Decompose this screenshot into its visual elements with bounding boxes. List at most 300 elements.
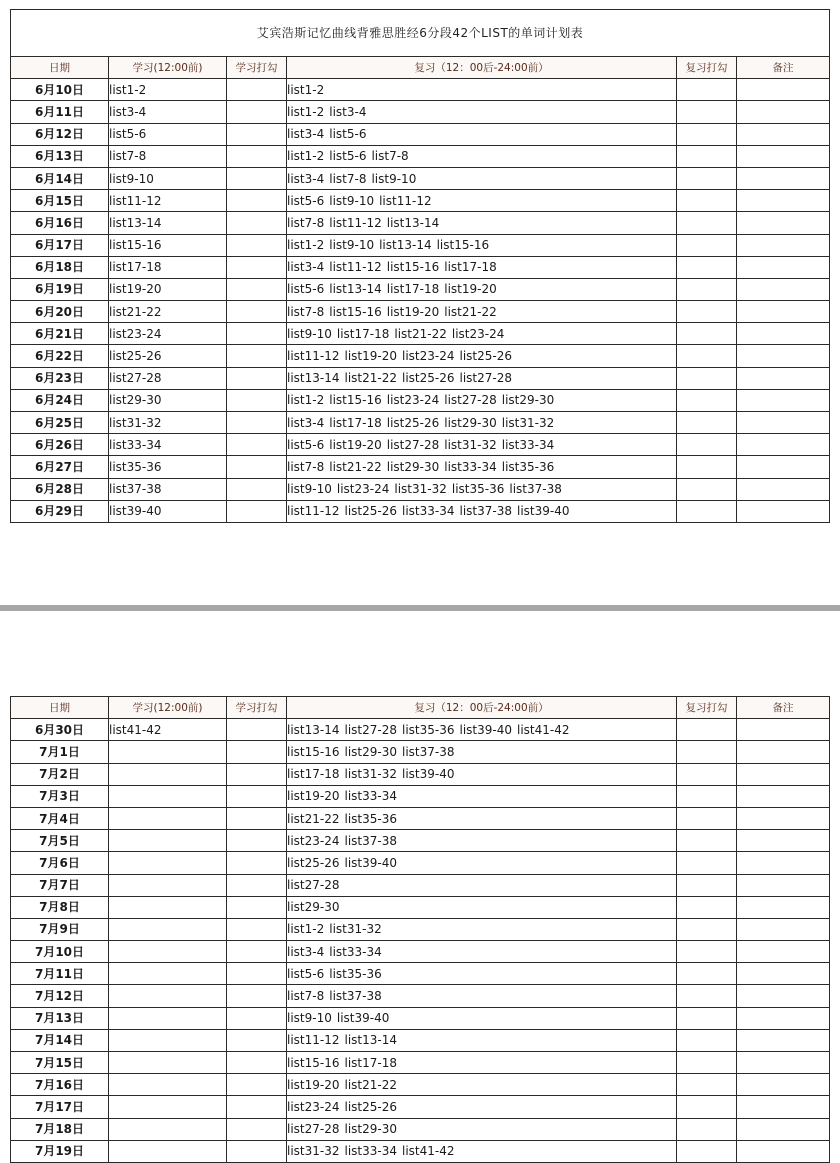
study-checkbox-cell[interactable]	[227, 145, 287, 167]
notes-cell[interactable]	[737, 478, 830, 500]
notes-cell[interactable]	[737, 830, 830, 852]
study-checkbox-cell[interactable]	[227, 101, 287, 123]
table-row	[11, 500, 830, 522]
notes-cell[interactable]	[737, 145, 830, 167]
review-checkbox-cell[interactable]	[677, 1029, 737, 1051]
table-row	[11, 1096, 830, 1118]
study-checkbox-cell[interactable]	[227, 918, 287, 940]
review-checkbox-cell[interactable]	[677, 79, 737, 101]
review-list-item: list7-8	[329, 171, 367, 186]
study-checkbox-cell[interactable]	[227, 985, 287, 1007]
study-checkbox-cell[interactable]	[227, 785, 287, 807]
study-checkbox-cell[interactable]	[227, 807, 287, 829]
study-list-cell	[109, 807, 227, 829]
study-checkbox-cell[interactable]	[227, 1096, 287, 1118]
notes-cell[interactable]	[737, 1140, 830, 1162]
review-list-cell	[287, 190, 677, 212]
study-checkbox-cell[interactable]	[227, 1140, 287, 1162]
review-checkbox-cell[interactable]	[677, 741, 737, 763]
study-checkbox-cell[interactable]	[227, 345, 287, 367]
review-list-item: list23-24	[287, 833, 340, 848]
review-list-item: list25-26	[386, 415, 440, 430]
notes-cell[interactable]	[737, 941, 830, 963]
review-checkbox-cell[interactable]	[677, 434, 737, 456]
review-checkbox-cell[interactable]	[677, 763, 737, 785]
review-list-cell	[287, 323, 677, 345]
review-list-cell	[287, 212, 677, 234]
study-list-cell: list17-18	[109, 256, 227, 278]
review-list-item: list5-6	[287, 966, 325, 981]
review-list-item: list21-22	[444, 304, 497, 319]
review-list-item: list7-8	[287, 989, 325, 1004]
review-list-cell	[287, 941, 677, 963]
study-list-cell: list9-10	[109, 167, 227, 189]
review-checkbox-cell[interactable]	[677, 1052, 737, 1074]
review-list-item: list7-8	[287, 215, 325, 230]
review-list-cell	[287, 1007, 677, 1029]
study-checkbox-cell[interactable]	[227, 434, 287, 456]
study-checkbox-cell[interactable]	[227, 1118, 287, 1140]
review-list-cell	[287, 345, 677, 367]
review-checkbox-cell[interactable]	[677, 367, 737, 389]
review-list-item: list5-6	[287, 282, 325, 297]
review-list-item: list19-20	[444, 282, 497, 297]
review-list-cell	[287, 785, 677, 807]
review-checkbox-cell[interactable]	[677, 478, 737, 500]
review-list-item: list21-22	[287, 811, 340, 826]
date-cell: 6月24日	[11, 389, 109, 411]
table-row	[11, 478, 830, 500]
review-list-item: list23-24	[451, 326, 505, 341]
study-checkbox-cell[interactable]	[227, 896, 287, 918]
review-checkbox-cell[interactable]	[677, 941, 737, 963]
review-checkbox-cell[interactable]	[677, 345, 737, 367]
notes-cell[interactable]	[737, 212, 830, 234]
table-row	[11, 1029, 830, 1051]
review-list-item: list27-28	[444, 393, 497, 408]
notes-cell[interactable]	[737, 741, 830, 763]
table-row	[11, 212, 830, 234]
study-checkbox-cell[interactable]	[227, 278, 287, 300]
study-checkbox-cell[interactable]	[227, 323, 287, 345]
notes-cell[interactable]	[737, 1052, 830, 1074]
review-checkbox-cell[interactable]	[677, 412, 737, 434]
review-list-cell	[287, 367, 677, 389]
review-list-item: list29-30	[287, 900, 340, 915]
review-list-item: list3-4	[287, 260, 325, 275]
study-checkbox-cell[interactable]	[227, 763, 287, 785]
study-list-cell: list13-14	[109, 212, 227, 234]
table-row	[11, 389, 830, 411]
study-list-cell: list35-36	[109, 456, 227, 478]
review-list-item: list25-26	[402, 371, 455, 386]
review-checkbox-cell[interactable]	[677, 918, 737, 940]
notes-cell[interactable]	[737, 852, 830, 874]
table-row	[11, 367, 830, 389]
review-list-item: list33-34	[344, 1144, 397, 1159]
study-list-cell	[109, 985, 227, 1007]
notes-cell[interactable]	[737, 234, 830, 256]
date-cell: 6月25日	[11, 412, 109, 434]
notes-cell[interactable]	[737, 763, 830, 785]
table-row	[11, 1074, 830, 1096]
date-cell: 6月26日	[11, 434, 109, 456]
study-list-cell	[109, 1140, 227, 1162]
date-cell: 6月30日	[11, 719, 109, 741]
notes-cell[interactable]	[737, 1029, 830, 1051]
review-list-item: list23-24	[287, 1099, 340, 1114]
review-list-item: list5-6	[287, 437, 325, 452]
review-checkbox-cell[interactable]	[677, 830, 737, 852]
review-list-item: list11-12	[287, 349, 340, 364]
notes-cell[interactable]	[737, 123, 830, 145]
review-checkbox-cell[interactable]	[677, 389, 737, 411]
review-list-item: list21-22	[394, 326, 447, 341]
header-review-check: 复习打勾	[677, 57, 737, 79]
review-list-cell	[287, 145, 677, 167]
review-list-cell	[287, 1140, 677, 1162]
review-list-item: list33-34	[501, 437, 555, 452]
plan-table-page-2	[10, 696, 830, 1163]
notes-cell[interactable]	[737, 456, 830, 478]
review-list-cell	[287, 719, 677, 741]
review-checkbox-cell[interactable]	[677, 167, 737, 189]
table-row	[11, 719, 830, 741]
notes-cell[interactable]	[737, 190, 830, 212]
review-list-cell	[287, 763, 677, 785]
review-list-cell	[287, 234, 677, 256]
study-list-cell: list37-38	[109, 478, 227, 500]
review-list-item: list5-6	[329, 149, 367, 164]
review-list-item: list37-38	[509, 482, 562, 497]
notes-cell[interactable]	[737, 500, 830, 522]
review-list-item: list9-10	[287, 1011, 332, 1026]
study-checkbox-cell[interactable]	[227, 719, 287, 741]
notes-cell[interactable]	[737, 1096, 830, 1118]
review-checkbox-cell[interactable]	[677, 785, 737, 807]
review-list-item: list37-38	[344, 833, 397, 848]
study-list-cell	[109, 918, 227, 940]
study-checkbox-cell[interactable]	[227, 212, 287, 234]
study-list-cell: list23-24	[109, 323, 227, 345]
review-list-cell	[287, 389, 677, 411]
study-checkbox-cell[interactable]	[227, 301, 287, 323]
review-list-item: list15-16	[287, 1055, 340, 1070]
notes-cell[interactable]	[737, 1007, 830, 1029]
table-row	[11, 941, 830, 963]
study-checkbox-cell[interactable]	[227, 234, 287, 256]
review-list-item: list13-14	[344, 1033, 397, 1048]
review-checkbox-cell[interactable]	[677, 190, 737, 212]
study-checkbox-cell[interactable]	[227, 412, 287, 434]
review-list-item: list33-34	[344, 789, 397, 804]
study-checkbox-cell[interactable]	[227, 256, 287, 278]
review-list-cell	[287, 852, 677, 874]
table-row	[11, 434, 830, 456]
review-list-item: list35-36	[329, 966, 382, 981]
notes-cell[interactable]	[737, 278, 830, 300]
review-checkbox-cell[interactable]	[677, 1096, 737, 1118]
review-list-cell	[287, 256, 677, 278]
review-checkbox-cell[interactable]	[677, 807, 737, 829]
notes-cell[interactable]	[737, 389, 830, 411]
study-checkbox-cell[interactable]	[227, 1029, 287, 1051]
notes-cell[interactable]	[737, 367, 830, 389]
date-cell: 7月17日	[11, 1096, 109, 1118]
review-list-item: list17-18	[329, 415, 382, 430]
review-checkbox-cell[interactable]	[677, 234, 737, 256]
study-list-cell	[109, 1118, 227, 1140]
study-checkbox-cell[interactable]	[227, 1074, 287, 1096]
table-row	[11, 345, 830, 367]
review-list-cell	[287, 896, 677, 918]
study-checkbox-cell[interactable]	[227, 123, 287, 145]
review-checkbox-cell[interactable]	[677, 301, 737, 323]
study-list-cell	[109, 830, 227, 852]
date-cell: 6月15日	[11, 190, 109, 212]
study-checkbox-cell[interactable]	[227, 389, 287, 411]
study-checkbox-cell[interactable]	[227, 367, 287, 389]
study-list-cell	[109, 1074, 227, 1096]
date-cell: 7月5日	[11, 830, 109, 852]
review-checkbox-cell[interactable]	[677, 1140, 737, 1162]
date-cell: 7月13日	[11, 1007, 109, 1029]
review-list-cell	[287, 874, 677, 896]
table-row	[11, 323, 830, 345]
date-cell: 7月18日	[11, 1118, 109, 1140]
review-list-cell	[287, 101, 677, 123]
review-list-item: list11-12	[287, 1033, 340, 1048]
notes-cell[interactable]	[737, 896, 830, 918]
notes-cell[interactable]	[737, 101, 830, 123]
study-list-cell	[109, 963, 227, 985]
study-checkbox-cell[interactable]	[227, 1052, 287, 1074]
notes-cell[interactable]	[737, 434, 830, 456]
review-list-item: list37-38	[459, 504, 512, 519]
study-list-cell: list41-42	[109, 719, 227, 741]
review-list-item: list13-14	[287, 722, 340, 737]
review-checkbox-cell[interactable]	[677, 852, 737, 874]
study-list-cell	[109, 874, 227, 896]
study-checkbox-cell[interactable]	[227, 1007, 287, 1029]
study-list-cell: list11-12	[109, 190, 227, 212]
review-list-item: list19-20	[386, 304, 440, 319]
review-list-item: list9-10	[329, 193, 375, 208]
review-list-item: list13-14	[329, 282, 382, 297]
date-cell: 6月29日	[11, 500, 109, 522]
notes-cell[interactable]	[737, 412, 830, 434]
review-checkbox-cell[interactable]	[677, 212, 737, 234]
review-list-item: list3-4	[329, 104, 367, 119]
review-list-item: list5-6	[287, 193, 325, 208]
study-list-cell: list19-20	[109, 278, 227, 300]
review-list-item: list37-38	[402, 744, 455, 759]
header-study-check: 学习打勾	[227, 57, 287, 79]
table-row	[11, 807, 830, 829]
review-list-item: list31-32	[344, 767, 397, 782]
review-list-item: list29-30	[344, 1122, 397, 1137]
review-list-cell	[287, 478, 677, 500]
notes-cell[interactable]	[737, 963, 830, 985]
review-list-cell	[287, 301, 677, 323]
review-list-item: list41-42	[402, 1144, 455, 1159]
review-checkbox-cell[interactable]	[677, 256, 737, 278]
date-cell: 6月17日	[11, 234, 109, 256]
notes-cell[interactable]	[737, 785, 830, 807]
notes-cell[interactable]	[737, 874, 830, 896]
header-row	[11, 697, 830, 719]
notes-cell[interactable]	[737, 256, 830, 278]
review-list-item: list17-18	[344, 1055, 397, 1070]
review-list-item: list13-14	[386, 215, 440, 230]
review-list-item: list19-20	[287, 789, 340, 804]
study-checkbox-cell[interactable]	[227, 941, 287, 963]
review-list-cell	[287, 434, 677, 456]
table-row	[11, 1118, 830, 1140]
review-list-item: list17-18	[386, 282, 440, 297]
review-checkbox-cell[interactable]	[677, 1007, 737, 1029]
review-checkbox-cell[interactable]	[677, 719, 737, 741]
study-list-cell: list15-16	[109, 234, 227, 256]
study-checkbox-cell[interactable]	[227, 852, 287, 874]
title-row	[11, 10, 830, 57]
study-checkbox-cell[interactable]	[227, 874, 287, 896]
review-list-item: list1-2	[287, 238, 325, 253]
notes-cell[interactable]	[737, 1118, 830, 1140]
review-checkbox-cell[interactable]	[677, 874, 737, 896]
notes-cell[interactable]	[737, 719, 830, 741]
page-title: 艾宾浩斯记忆曲线背雅思胜经6分段42个LIST的单词计划表	[11, 10, 830, 57]
date-cell: 6月20日	[11, 301, 109, 323]
date-cell: 7月8日	[11, 896, 109, 918]
notes-cell[interactable]	[737, 167, 830, 189]
study-checkbox-cell[interactable]	[227, 500, 287, 522]
review-checkbox-cell[interactable]	[677, 963, 737, 985]
review-list-cell	[287, 741, 677, 763]
review-list-item: list39-40	[402, 767, 455, 782]
review-list-item: list21-22	[344, 1077, 397, 1092]
study-checkbox-cell[interactable]	[227, 963, 287, 985]
header-review: 复习（12：00后-24:00前）	[287, 697, 677, 719]
review-list-item: list11-12	[379, 193, 432, 208]
date-cell: 7月4日	[11, 807, 109, 829]
review-list-item: list29-30	[444, 415, 497, 430]
table-row	[11, 896, 830, 918]
table-row	[11, 1052, 830, 1074]
date-cell: 6月11日	[11, 101, 109, 123]
review-list-item: list15-16	[386, 260, 440, 275]
study-checkbox-cell[interactable]	[227, 478, 287, 500]
table-row	[11, 145, 830, 167]
page-divider	[0, 605, 840, 611]
table-row	[11, 123, 830, 145]
study-checkbox-cell[interactable]	[227, 830, 287, 852]
header-notes: 备注	[737, 57, 830, 79]
date-cell: 6月14日	[11, 167, 109, 189]
notes-cell[interactable]	[737, 345, 830, 367]
table-row	[11, 918, 830, 940]
review-list-cell	[287, 1074, 677, 1096]
review-checkbox-cell[interactable]	[677, 500, 737, 522]
study-list-cell	[109, 741, 227, 763]
review-checkbox-cell[interactable]	[677, 145, 737, 167]
study-list-cell: list39-40	[109, 500, 227, 522]
review-checkbox-cell[interactable]	[677, 896, 737, 918]
study-list-cell: list33-34	[109, 434, 227, 456]
notes-cell[interactable]	[737, 323, 830, 345]
review-checkbox-cell[interactable]	[677, 985, 737, 1007]
review-list-item: list19-20	[329, 437, 382, 452]
study-list-cell: list3-4	[109, 101, 227, 123]
notes-cell[interactable]	[737, 807, 830, 829]
review-list-item: list33-34	[444, 459, 497, 474]
review-list-item: list19-20	[344, 349, 397, 364]
study-list-cell	[109, 1096, 227, 1118]
date-cell: 7月12日	[11, 985, 109, 1007]
review-list-item: list35-36	[501, 459, 555, 474]
review-list-item: list13-14	[379, 238, 432, 253]
study-list-cell	[109, 785, 227, 807]
review-list-cell	[287, 500, 677, 522]
review-checkbox-cell[interactable]	[677, 278, 737, 300]
date-cell: 6月19日	[11, 278, 109, 300]
table-row	[11, 167, 830, 189]
study-checkbox-cell[interactable]	[227, 741, 287, 763]
review-checkbox-cell[interactable]	[677, 123, 737, 145]
notes-cell[interactable]	[737, 985, 830, 1007]
date-cell: 6月10日	[11, 79, 109, 101]
review-checkbox-cell[interactable]	[677, 1074, 737, 1096]
study-list-cell: list21-22	[109, 301, 227, 323]
review-list-item: list15-16	[436, 238, 490, 253]
study-checkbox-cell[interactable]	[227, 79, 287, 101]
review-list-item: list37-38	[329, 989, 382, 1004]
date-cell: 6月22日	[11, 345, 109, 367]
review-checkbox-cell[interactable]	[677, 1118, 737, 1140]
table-row	[11, 256, 830, 278]
review-list-item: list23-24	[386, 393, 440, 408]
review-checkbox-cell[interactable]	[677, 456, 737, 478]
notes-cell[interactable]	[737, 918, 830, 940]
review-list-cell	[287, 807, 677, 829]
table-row	[11, 1140, 830, 1162]
notes-cell[interactable]	[737, 301, 830, 323]
study-checkbox-cell[interactable]	[227, 167, 287, 189]
study-checkbox-cell[interactable]	[227, 190, 287, 212]
table-row	[11, 190, 830, 212]
table-row	[11, 963, 830, 985]
review-list-item: list3-4	[287, 415, 325, 430]
header-review-check: 复习打勾	[677, 697, 737, 719]
header-date: 日期	[11, 57, 109, 79]
notes-cell[interactable]	[737, 1074, 830, 1096]
review-list-item: list11-12	[287, 504, 340, 519]
review-checkbox-cell[interactable]	[677, 323, 737, 345]
date-cell: 7月3日	[11, 785, 109, 807]
table-row	[11, 985, 830, 1007]
study-checkbox-cell[interactable]	[227, 456, 287, 478]
notes-cell[interactable]	[737, 79, 830, 101]
review-list-item: list27-28	[459, 371, 512, 386]
review-list-item: list3-4	[287, 127, 325, 142]
review-list-item: list27-28	[386, 437, 440, 452]
review-list-item: list23-24	[336, 482, 390, 497]
review-list-item: list31-32	[287, 1144, 340, 1159]
date-cell: 7月7日	[11, 874, 109, 896]
review-list-item: list9-10	[371, 171, 417, 186]
review-list-item: list25-26	[459, 349, 512, 364]
review-checkbox-cell[interactable]	[677, 101, 737, 123]
